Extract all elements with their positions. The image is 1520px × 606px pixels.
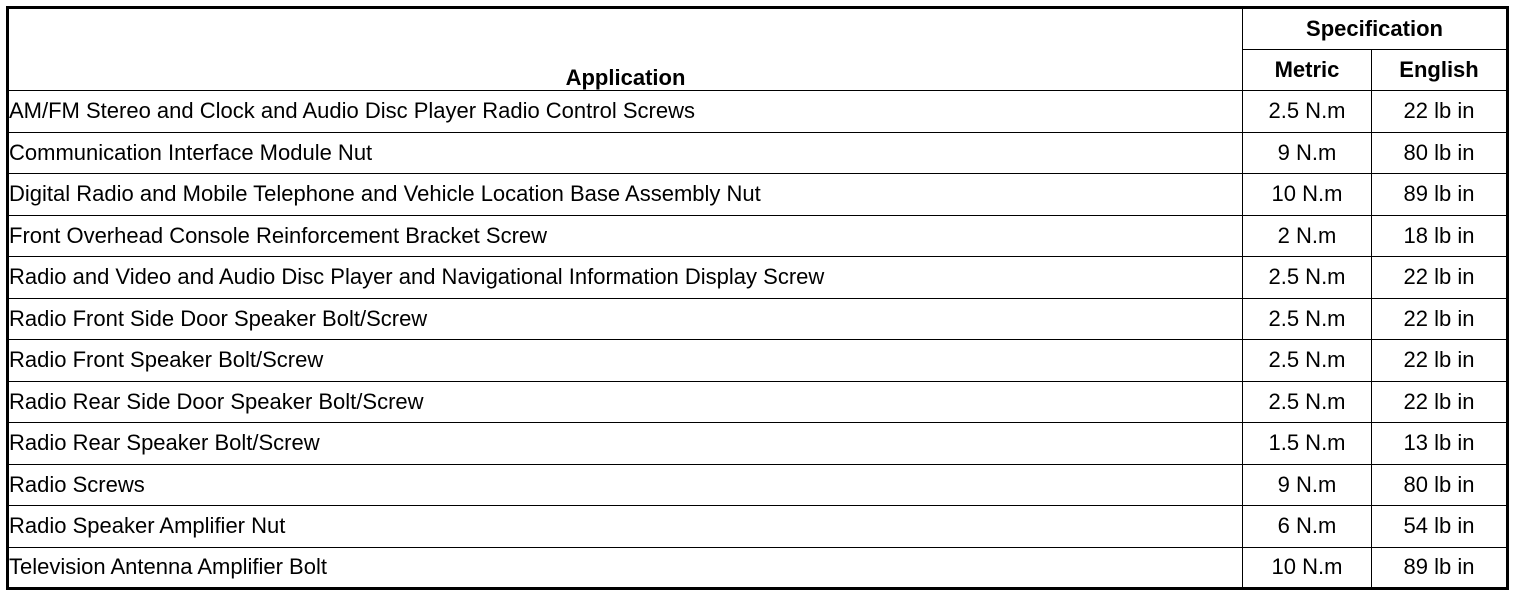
metric-value-cell: 9 N.m: [1243, 132, 1372, 174]
application-cell: Television Antenna Amplifier Bolt: [8, 547, 1243, 589]
english-value-cell: 80 lb in: [1372, 132, 1508, 174]
english-value-cell: 80 lb in: [1372, 464, 1508, 506]
table-row: [8, 174, 1508, 216]
application-cell: Radio Speaker Amplifier Nut: [8, 506, 1243, 548]
english-value-cell: 22 lb in: [1372, 298, 1508, 340]
table-row: [8, 215, 1508, 257]
table-body: [8, 91, 1508, 589]
fastener-spec-table: [6, 6, 1509, 590]
metric-value-cell: 6 N.m: [1243, 506, 1372, 548]
application-cell: Radio Front Side Door Speaker Bolt/Screw: [8, 298, 1243, 340]
table-row: [8, 340, 1508, 382]
table-row: [8, 257, 1508, 299]
table-row: [8, 547, 1508, 589]
metric-value-cell: 2.5 N.m: [1243, 298, 1372, 340]
english-value-cell: 22 lb in: [1372, 91, 1508, 133]
metric-value-cell: 2.5 N.m: [1243, 257, 1372, 299]
english-value-cell: 13 lb in: [1372, 423, 1508, 465]
application-cell: Digital Radio and Mobile Telephone and Vehicle Location Base Assembly Nut: [8, 174, 1243, 216]
header-row-top: [8, 8, 1508, 50]
table-header: [8, 8, 1508, 91]
table-row: [8, 381, 1508, 423]
metric-value-cell: 2.5 N.m: [1243, 91, 1372, 133]
metric-value-cell: 10 N.m: [1243, 547, 1372, 589]
application-cell: Communication Interface Module Nut: [8, 132, 1243, 174]
english-value-cell: 89 lb in: [1372, 547, 1508, 589]
application-column-header: Application: [8, 8, 1243, 91]
metric-value-cell: 2.5 N.m: [1243, 340, 1372, 382]
metric-value-cell: 2 N.m: [1243, 215, 1372, 257]
specification-column-header: Specification: [1243, 8, 1508, 50]
table-row: [8, 464, 1508, 506]
application-cell: Front Overhead Console Reinforcement Bracket Screw: [8, 215, 1243, 257]
english-value-cell: 22 lb in: [1372, 381, 1508, 423]
metric-value-cell: 9 N.m: [1243, 464, 1372, 506]
english-value-cell: 22 lb in: [1372, 340, 1508, 382]
metric-value-cell: 10 N.m: [1243, 174, 1372, 216]
table-row: [8, 423, 1508, 465]
application-cell: Radio Front Speaker Bolt/Screw: [8, 340, 1243, 382]
english-column-header: English: [1372, 49, 1508, 91]
application-cell: Radio Screws: [8, 464, 1243, 506]
metric-column-header: Metric: [1243, 49, 1372, 91]
application-cell: Radio Rear Side Door Speaker Bolt/Screw: [8, 381, 1243, 423]
table-row: [8, 132, 1508, 174]
table-row: [8, 298, 1508, 340]
english-value-cell: 18 lb in: [1372, 215, 1508, 257]
metric-value-cell: 2.5 N.m: [1243, 381, 1372, 423]
application-cell: AM/FM Stereo and Clock and Audio Disc Player Radio Control Screws: [8, 91, 1243, 133]
table-row: [8, 506, 1508, 548]
table-row: [8, 91, 1508, 133]
english-value-cell: 89 lb in: [1372, 174, 1508, 216]
application-cell: Radio Rear Speaker Bolt/Screw: [8, 423, 1243, 465]
english-value-cell: 54 lb in: [1372, 506, 1508, 548]
metric-value-cell: 1.5 N.m: [1243, 423, 1372, 465]
english-value-cell: 22 lb in: [1372, 257, 1508, 299]
application-cell: Radio and Video and Audio Disc Player and Navigational Information Display Screw: [8, 257, 1243, 299]
